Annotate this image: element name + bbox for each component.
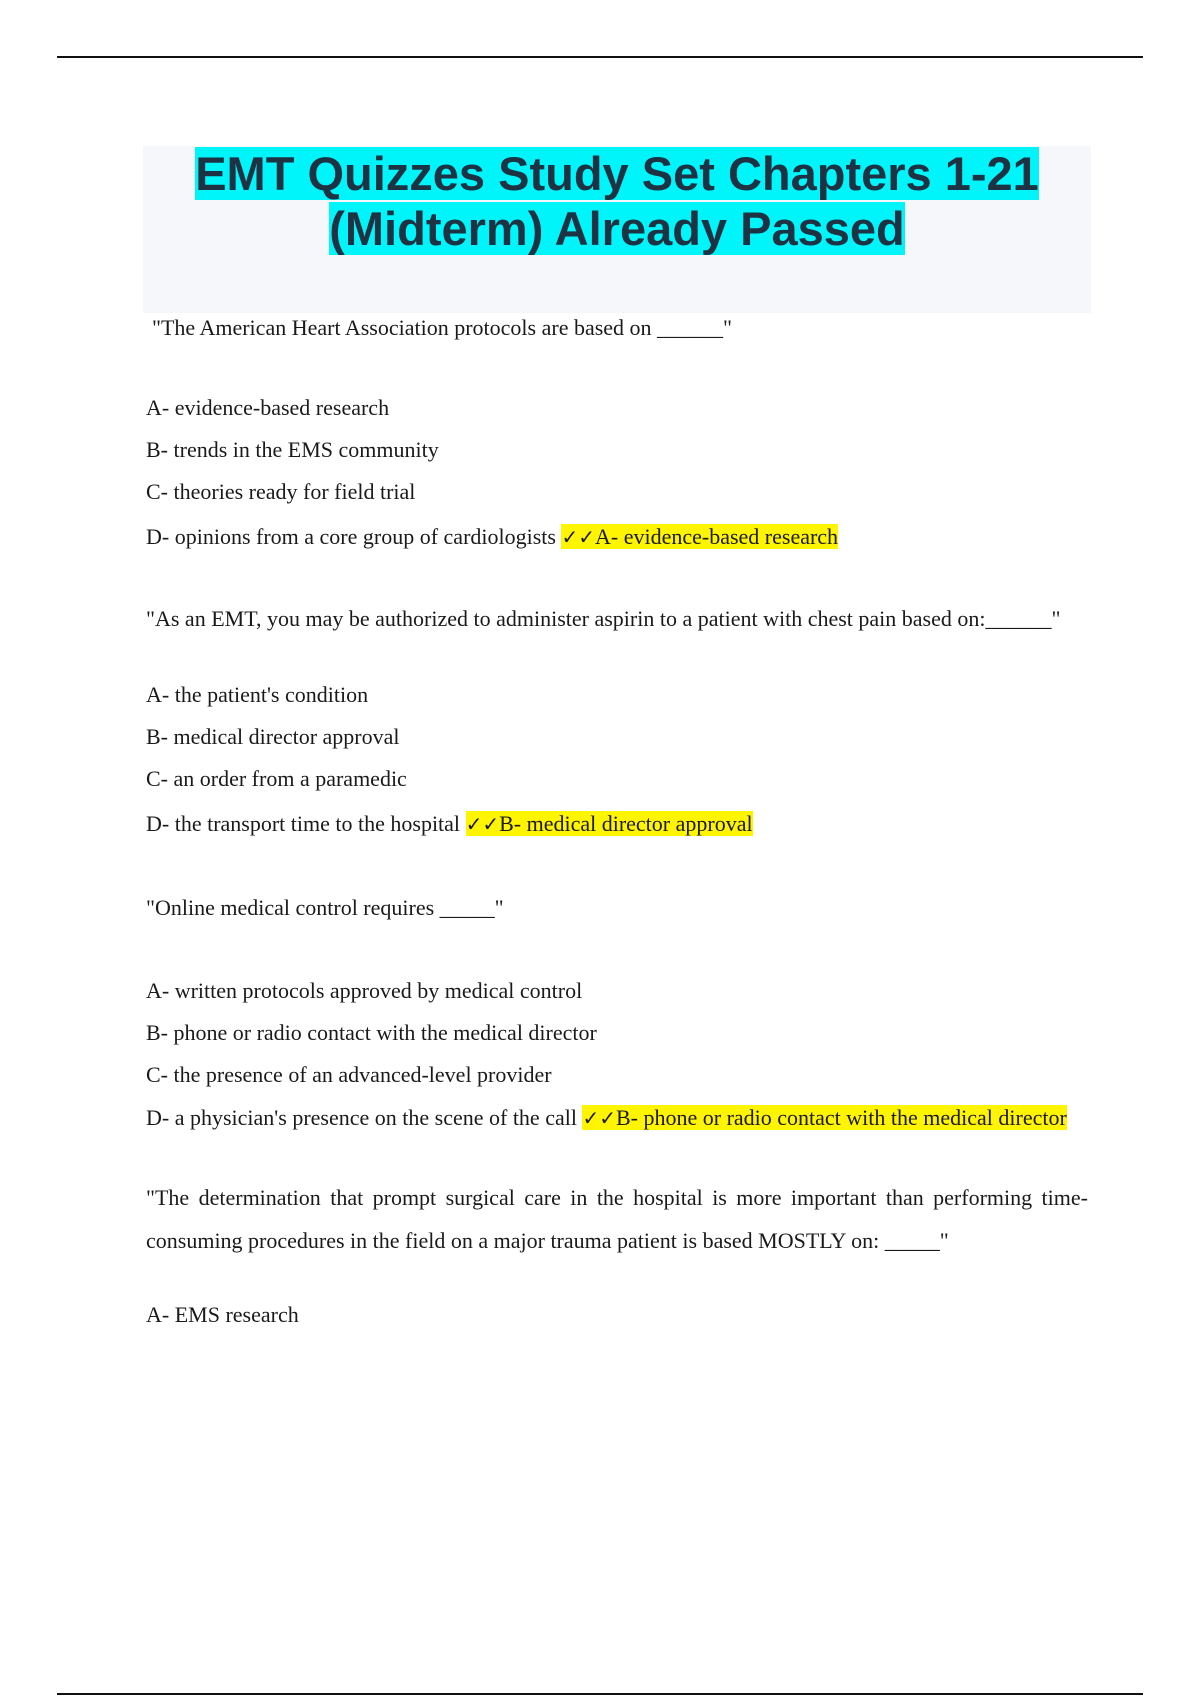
answer-highlight (466, 811, 753, 836)
option-b: B- medical director approval (146, 724, 400, 749)
option-d (146, 1096, 1088, 1140)
question-block (146, 597, 1088, 848)
title-line-1: EMT Quizzes Study Set Chapters 1-21 (195, 147, 1039, 200)
answer-highlight (582, 1105, 1066, 1130)
option-a: A- written protocols approved by medical control (146, 978, 583, 1003)
option-a: A- EMS research (146, 1302, 299, 1327)
question-text: "The determination that prompt surgical care in the hospital is more important than performing time-consuming procedures in the field on a major trauma patient is based MOSTLY on: _____" (146, 1185, 1088, 1253)
option-b: B- phone or radio contact with the medical director (146, 1020, 597, 1045)
option-d-text: D- opinions from a core group of cardiologists (146, 524, 556, 549)
option-b: B- trends in the EMS community (146, 437, 439, 462)
option-list (146, 970, 1088, 1140)
title-banner (143, 146, 1091, 313)
option-d (146, 513, 1088, 561)
option-d (146, 800, 1088, 848)
title-line-2: (Midterm) Already Passed (329, 202, 905, 255)
question-text: "As an EMT, you may be authorized to administer aspirin to a patient with chest pain based on:______" (146, 606, 1061, 631)
question-list (146, 306, 1088, 1336)
option-list (146, 674, 1088, 848)
option-a: A- evidence-based research (146, 395, 390, 420)
option-d-text: D- a physician's presence on the scene of the call (146, 1105, 577, 1130)
option-list (146, 387, 1088, 561)
answer-text: B- phone or radio contact with the medical director (615, 1105, 1067, 1130)
document-title (143, 146, 1091, 256)
question-block (146, 306, 1088, 561)
check-icon: ✓✓ (465, 812, 500, 836)
question-block (146, 1176, 1088, 1336)
option-c: C- theories ready for field trial (146, 479, 416, 504)
option-c: C- the presence of an advanced-level provider (146, 1062, 552, 1087)
bottom-rule (57, 1693, 1143, 1695)
check-icon: ✓✓ (582, 1106, 616, 1130)
answer-text: A- evidence-based research (594, 524, 839, 549)
question-text: "Online medical control requires _____" (146, 895, 504, 920)
question-text: "The American Heart Association protocols are based on ______" (152, 315, 733, 340)
option-list (146, 1294, 1088, 1336)
answer-text: B- medical director approval (499, 811, 753, 836)
option-c: C- an order from a paramedic (146, 766, 407, 791)
check-icon: ✓✓ (561, 525, 595, 549)
option-d-text: D- the transport time to the hospital (146, 811, 461, 836)
question-block (146, 886, 1088, 1140)
answer-highlight (561, 524, 838, 549)
option-a: A- the patient's condition (146, 682, 369, 707)
top-rule (57, 56, 1143, 58)
